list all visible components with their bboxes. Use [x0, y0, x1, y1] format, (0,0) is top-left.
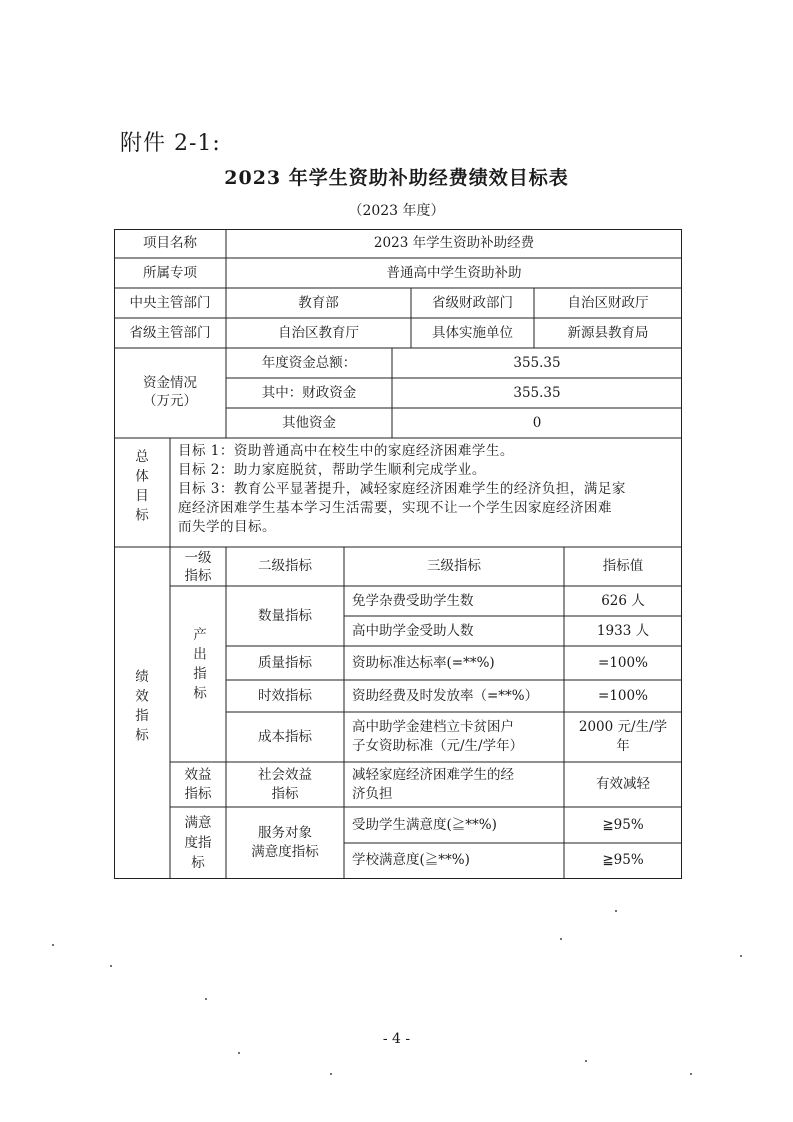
- benefit-label-b: 指标: [184, 786, 212, 802]
- central-dept-value: 教育部: [298, 295, 339, 311]
- cost-label: 成本指标: [258, 729, 312, 745]
- goal-2: 目标 2：助力家庭脱贫，帮助学生顺利完成学业。: [178, 462, 486, 478]
- goals-label: 总体目标: [132, 449, 148, 527]
- cost-value-line-2: 年: [616, 738, 630, 754]
- header-level3: 三级指标: [427, 558, 481, 574]
- service-label-b: 满意度指标: [251, 844, 319, 860]
- funds-unit: （万元）: [143, 393, 197, 409]
- quality-name: 资助标准达标率(=**%): [352, 655, 495, 671]
- satisfaction-label-b: 度指: [184, 835, 212, 851]
- header-level1-a: 一级: [184, 550, 212, 566]
- prov-dept-value: 自治区教育厅: [278, 325, 359, 341]
- scan-speck: [740, 955, 742, 957]
- quality-value: =100%: [598, 655, 648, 671]
- output-label: 产出指标: [190, 627, 206, 705]
- social-label-a: 社会效益: [258, 767, 312, 783]
- scan-speck: [238, 1052, 240, 1054]
- goals-text: [178, 442, 678, 537]
- cost-name-line-2: 子女资助标准（元/生/学年）: [352, 738, 524, 754]
- timeliness-label: 时效指标: [258, 688, 312, 704]
- timeliness-value: =100%: [598, 688, 648, 704]
- prov-finance-value: 自治区财政厅: [567, 295, 649, 311]
- cost-value-line-1: 2000 元/生/学: [578, 719, 668, 735]
- funds-other-label: 其他资金: [282, 415, 336, 431]
- q1-name: 免学杂费受助学生数: [352, 593, 474, 609]
- page-number: - 4 -: [382, 1031, 411, 1047]
- scan-speck: [330, 1073, 332, 1075]
- perf-label: 绩效指标: [132, 669, 148, 747]
- funds-total-label: 年度资金总额：: [261, 355, 357, 371]
- quantity-label: 数量指标: [258, 608, 312, 624]
- benefit-label-a: 效益: [184, 767, 212, 783]
- funds-fiscal-label: 其中：财政资金: [261, 385, 357, 401]
- funds-other-value: 0: [532, 415, 542, 431]
- s2-name: 学校满意度(≧**%): [352, 852, 470, 868]
- document-subtitle: （2023 年度）: [348, 203, 445, 219]
- document-title: 2023 年学生资助补助经费绩效目标表: [224, 167, 569, 189]
- s1-name: 受助学生满意度(≧**%): [352, 817, 497, 833]
- impl-unit-label: 具体实施单位: [432, 325, 513, 341]
- scan-speck: [615, 910, 617, 912]
- scan-speck: [110, 965, 112, 967]
- project-name-label: 项目名称: [143, 235, 197, 251]
- satisfaction-label-a: 满意: [184, 815, 212, 831]
- s2-value: ≧95%: [602, 852, 644, 868]
- header-level1-b: 指标: [184, 568, 212, 584]
- scan-speck: [585, 1060, 587, 1062]
- funds-label: 资金情况: [143, 375, 197, 391]
- timeliness-name: 资助经费及时发放率（=**%）: [352, 688, 539, 704]
- social-value: 有效减轻: [596, 776, 650, 792]
- category-label: 所属专项: [143, 265, 197, 281]
- project-name-value: 2023 年学生资助补助经费: [373, 235, 535, 251]
- performance-table: [114, 229, 682, 879]
- attachment-label: 附件 2-1:: [120, 131, 221, 156]
- category-value: 普通高中学生资助补助: [386, 265, 522, 281]
- funds-total-value: 355.35: [513, 355, 561, 371]
- goal-3-line-2: 庭经济困难学生基本学习生活需要，实现不让一个学生因家庭经济困难: [178, 500, 612, 516]
- social-name-line-2: 济负担: [352, 786, 393, 802]
- prov-dept-label: 省级主管部门: [129, 325, 211, 341]
- q1-value: 626 人: [601, 593, 645, 609]
- central-dept-label: 中央主管部门: [129, 295, 211, 311]
- quality-label: 质量指标: [258, 655, 312, 671]
- header-value: 指标值: [602, 558, 644, 574]
- satisfaction-label-c: 标: [191, 855, 205, 871]
- goal-1: 目标 1：资助普通高中在校生中的家庭经济困难学生。: [178, 443, 514, 459]
- impl-unit-value: 新源县教育局: [567, 325, 649, 341]
- funds-fiscal-value: 355.35: [513, 385, 561, 401]
- prov-finance-label: 省级财政部门: [432, 295, 513, 311]
- s1-value: ≧95%: [602, 817, 644, 833]
- scan-speck: [205, 998, 207, 1000]
- scan-speck: [52, 944, 54, 946]
- scan-speck: [690, 1073, 692, 1075]
- header-level2: 二级指标: [258, 558, 312, 574]
- goal-3-line-1: 目标 3：教育公平显著提升，减轻家庭经济困难学生的经济负担，满足家: [178, 481, 626, 497]
- social-label-b: 指标: [271, 786, 299, 802]
- cost-name-line-1: 高中助学金建档立卡贫困户: [352, 719, 514, 735]
- social-name-line-1: 减轻家庭经济困难学生的经: [352, 767, 514, 783]
- goal-3-line-3: 而失学的目标。: [178, 519, 276, 535]
- scan-speck: [560, 938, 562, 940]
- q2-name: 高中助学金受助人数: [352, 623, 474, 639]
- q2-value: 1933 人: [596, 623, 650, 639]
- service-label-a: 服务对象: [258, 825, 312, 841]
